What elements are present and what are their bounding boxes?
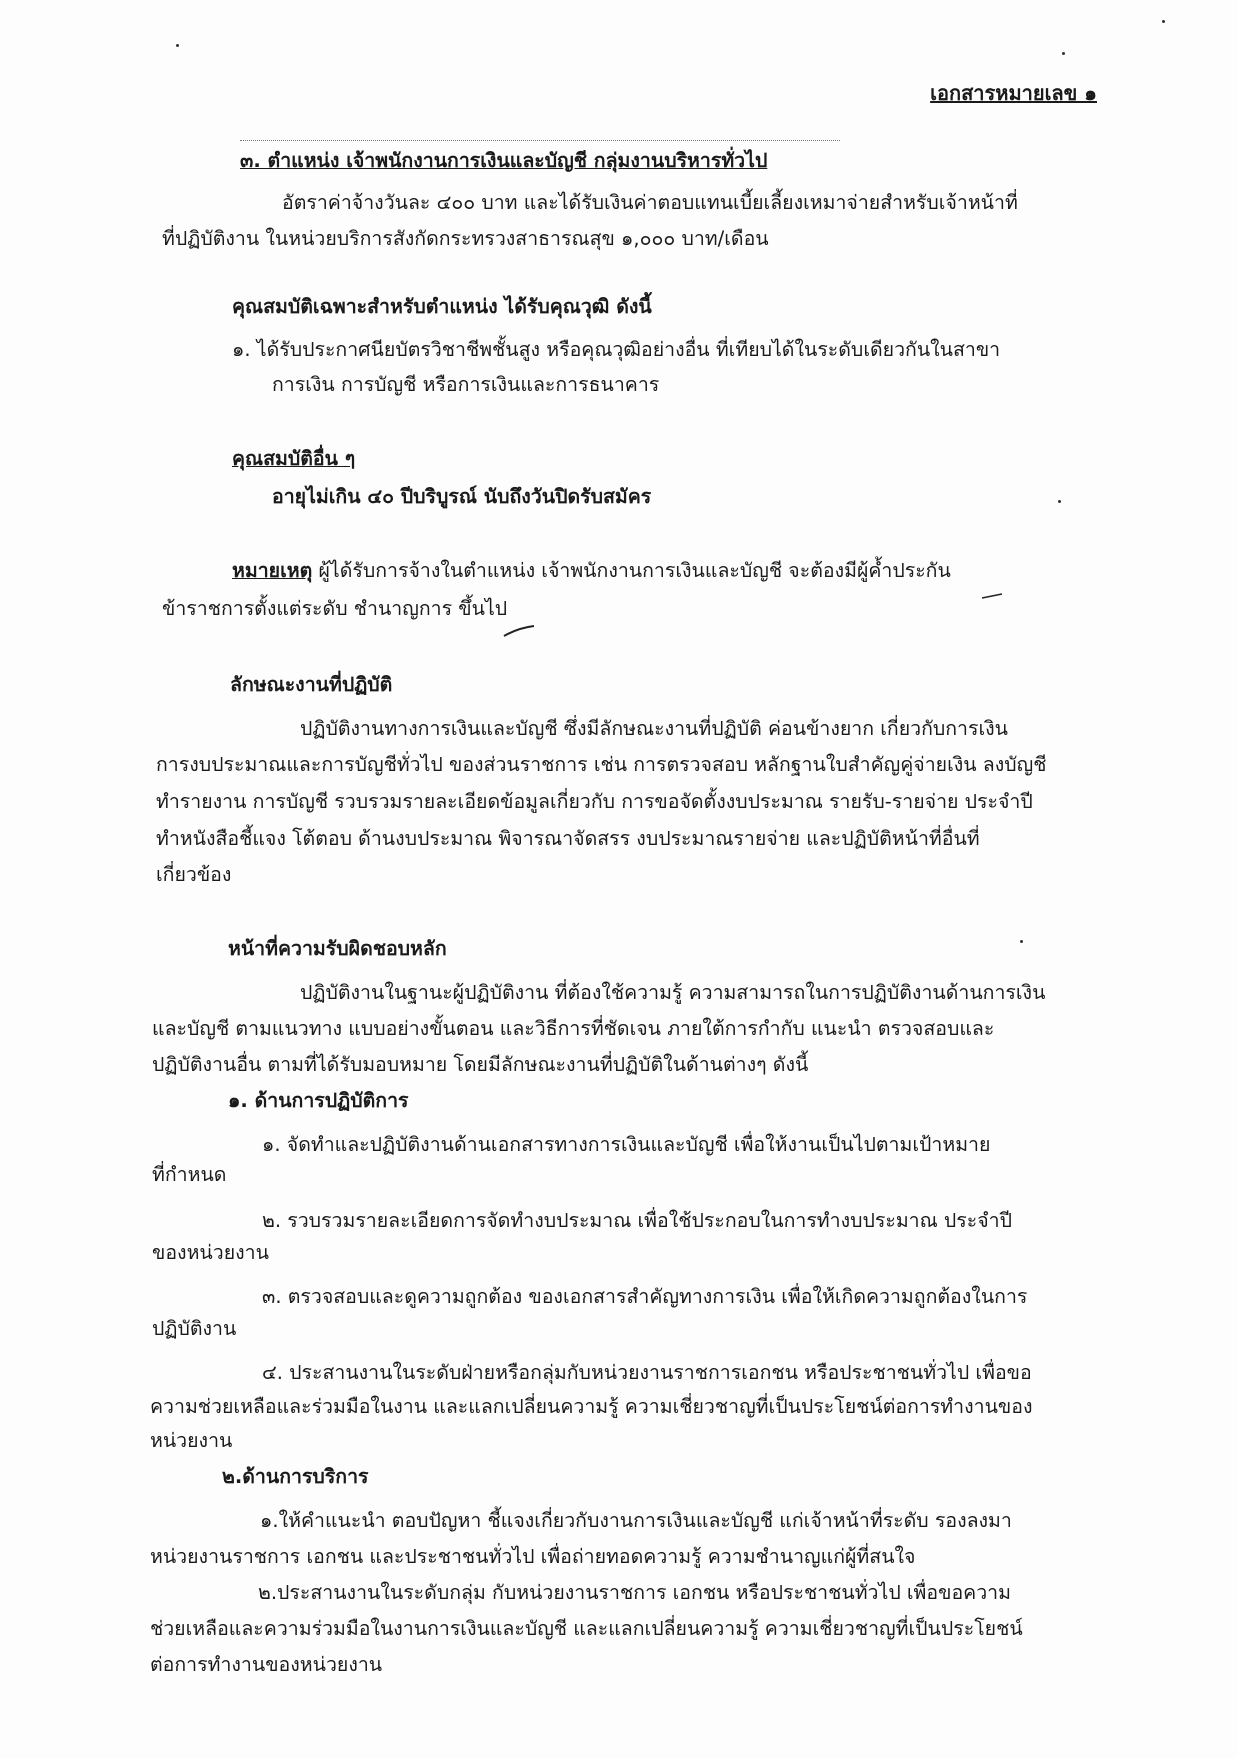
- qualification-line: การเงิน การบัญชี หรือการเงินและการธนาคาร: [272, 373, 660, 396]
- responsibilities-line: และบัญชี ตามแนวทาง แบบอย่างขั้นตอน และวิธีการที่ชัดเจน ภายใต้การกำกับ แนะนำ ตรวจสอบและ: [152, 1017, 995, 1040]
- operations-item-cont: ความช่วยเหลือและร่วมมือในงาน และแลกเปลี่ยนความรู้ ความเชี่ยวชาญที่เป็นประโยชน์ต่อการทำงานของ: [150, 1395, 1033, 1418]
- qualification-line: ๑. ได้รับประกาศนียบัตรวิชาชีพชั้นสูง หรือคุณวุฒิอย่างอื่น ที่เทียบได้ในระดับเดียวกันในสาขา: [232, 338, 1001, 361]
- scan-speck: [1062, 52, 1065, 55]
- job-nature-line: การงบประมาณและการบัญชีทั่วไป ของส่วนราชการ เช่น การตรวจสอบ หลักฐานใบสำคัญคู่จ่ายเงิน ลงบัญชี: [156, 753, 1047, 776]
- note-label: หมายเหตุ: [232, 559, 313, 582]
- job-nature-line: ทำหนังสือชี้แจง โต้ตอบ ด้านงบประมาณ พิจารณาจัดสรร งบประมาณรายจ่าย และปฏิบัติหน้าที่อื่นที่: [156, 827, 980, 850]
- job-nature-line: เกี่ยวข้อง: [156, 863, 232, 886]
- service-item-cont: หน่วยงานราชการ เอกชน และประชาชนทั่วไป เพื่อถ่ายทอดความรู้ ความชำนาญแก่ผู้ที่สนใจ: [150, 1545, 916, 1568]
- scan-speck: [176, 44, 179, 47]
- qualifications-heading: คุณสมบัติเฉพาะสำหรับตำแหน่ง ได้รับคุณวุฒิ ดังนี้: [232, 295, 652, 318]
- age-requirement: อายุไม่เกิน ๔๐ ปีบริบูรณ์ นับถึงวันปิดรับสมัคร: [272, 485, 652, 508]
- operations-item-cont: ของหน่วยงาน: [152, 1241, 269, 1264]
- note-text: ผู้ได้รับการจ้างในตำแหน่ง เจ้าพนักงานการเงินและบัญชี จะต้องมีผู้ค้ำประกัน: [312, 559, 951, 582]
- scan-speck: [1162, 20, 1165, 23]
- operations-item: ๓. ตรวจสอบและดูความถูกต้อง ของเอกสารสำคัญทางการเงิน เพื่อให้เกิดความถูกต้องในการ: [262, 1285, 1028, 1308]
- operations-item-cont: หน่วยงาน: [150, 1429, 233, 1452]
- operations-item-cont: ที่กำหนด: [152, 1163, 227, 1186]
- service-heading: ๒.ด้านการบริการ: [222, 1465, 369, 1488]
- responsibilities-line: ปฏิบัติงานในฐานะผู้ปฏิบัติงาน ที่ต้องใช้ความรู้ ความสามารถในการปฏิบัติงานด้านการเงิน: [300, 981, 1046, 1004]
- service-item-cont: ต่อการทำงานของหน่วยงาน: [150, 1653, 383, 1676]
- operations-item: ๔. ประสานงานในระดับฝ่ายหรือกลุ่มกับหน่วยงานราชการเอกชน หรือประชาชนทั่วไป เพื่อขอ: [262, 1361, 1032, 1384]
- job-nature-line: ทำรายงาน การบัญชี รวบรวมรายละเอียดข้อมูลเกี่ยวกับ การขอจัดตั้งงบประมาณ รายรับ-รายจ่าย ประจำปี: [156, 790, 1033, 813]
- job-nature-line: ปฏิบัติงานทางการเงินและบัญชี ซึ่งมีลักษณะงานที่ปฏิบัติ ค่อนข้างยาก เกี่ยวกับการเงิน: [300, 717, 1008, 740]
- responsibilities-line: ปฏิบัติงานอื่น ตามที่ได้รับมอบหมาย โดยมีลักษณะงานที่ปฏิบัติในด้านต่างๆ ดังนี้: [152, 1053, 809, 1076]
- other-qualifications-heading: คุณสมบัติอื่น ๆ: [232, 447, 356, 470]
- operations-item: ๒. รวบรวมรายละเอียดการจัดทำงบประมาณ เพื่อใช้ประกอบในการทำงบประมาณ ประจำปี: [262, 1209, 1012, 1232]
- wage-line: อัตราค่าจ้างวันละ ๔๐๐ บาท และได้รับเงินค่าตอบแทนเบี้ยเลี้ยงเหมาจ่ายสำหรับเจ้าหน้าที่: [282, 191, 1018, 214]
- service-item: ๑.ให้คำแนะนำ ตอบปัญหา ชี้แจงเกี่ยวกับงานการเงินและบัญชี แก่เจ้าหน้าที่ระดับ รองลงมา: [260, 1509, 1012, 1532]
- note-line-2: ข้าราชการตั้งแต่ระดับ ชำนาญการ ขึ้นไป: [162, 597, 508, 620]
- pen-mark: [500, 622, 540, 642]
- scan-speck: [1020, 940, 1023, 943]
- wage-line: ที่ปฏิบัติงาน ในหน่วยบริการสังกัดกระทรวงสาธารณสุข ๑,๐๐๐ บาท/เดือน: [162, 227, 769, 250]
- operations-item-cont: ปฏิบัติงาน: [152, 1317, 237, 1340]
- responsibilities-heading: หน้าที่ความรับผิดชอบหลัก: [228, 937, 447, 960]
- service-item: ๒.ประสานงานในระดับกลุ่ม กับหน่วยงานราชการ เอกชน หรือประชาชนทั่วไป เพื่อขอความ: [258, 1581, 1011, 1604]
- job-nature-heading: ลักษณะงานที่ปฏิบัติ: [230, 673, 393, 696]
- document-reference: เอกสารหมายเลข ๑: [930, 81, 1097, 105]
- operations-heading: ๑. ด้านการปฏิบัติการ: [228, 1089, 409, 1112]
- note-line: [232, 558, 951, 584]
- scan-speck: [1058, 500, 1061, 503]
- operations-item: ๑. จัดทำและปฏิบัติงานด้านเอกสารทางการเงินและบัญชี เพื่อให้งานเป็นไปตามเป้าหมาย: [262, 1133, 991, 1156]
- pen-mark: [980, 588, 1010, 608]
- position-title: ๓. ตำแหน่ง เจ้าพนักงานการเงินและบัญชี กลุ่มงานบริหารทั่วไป: [240, 149, 768, 172]
- service-item-cont: ช่วยเหลือและความร่วมมือในงานการเงินและบัญชี และแลกเปลี่ยนความรู้ ความเชี่ยวชาญที่เป็นประโยชน์: [150, 1617, 1023, 1640]
